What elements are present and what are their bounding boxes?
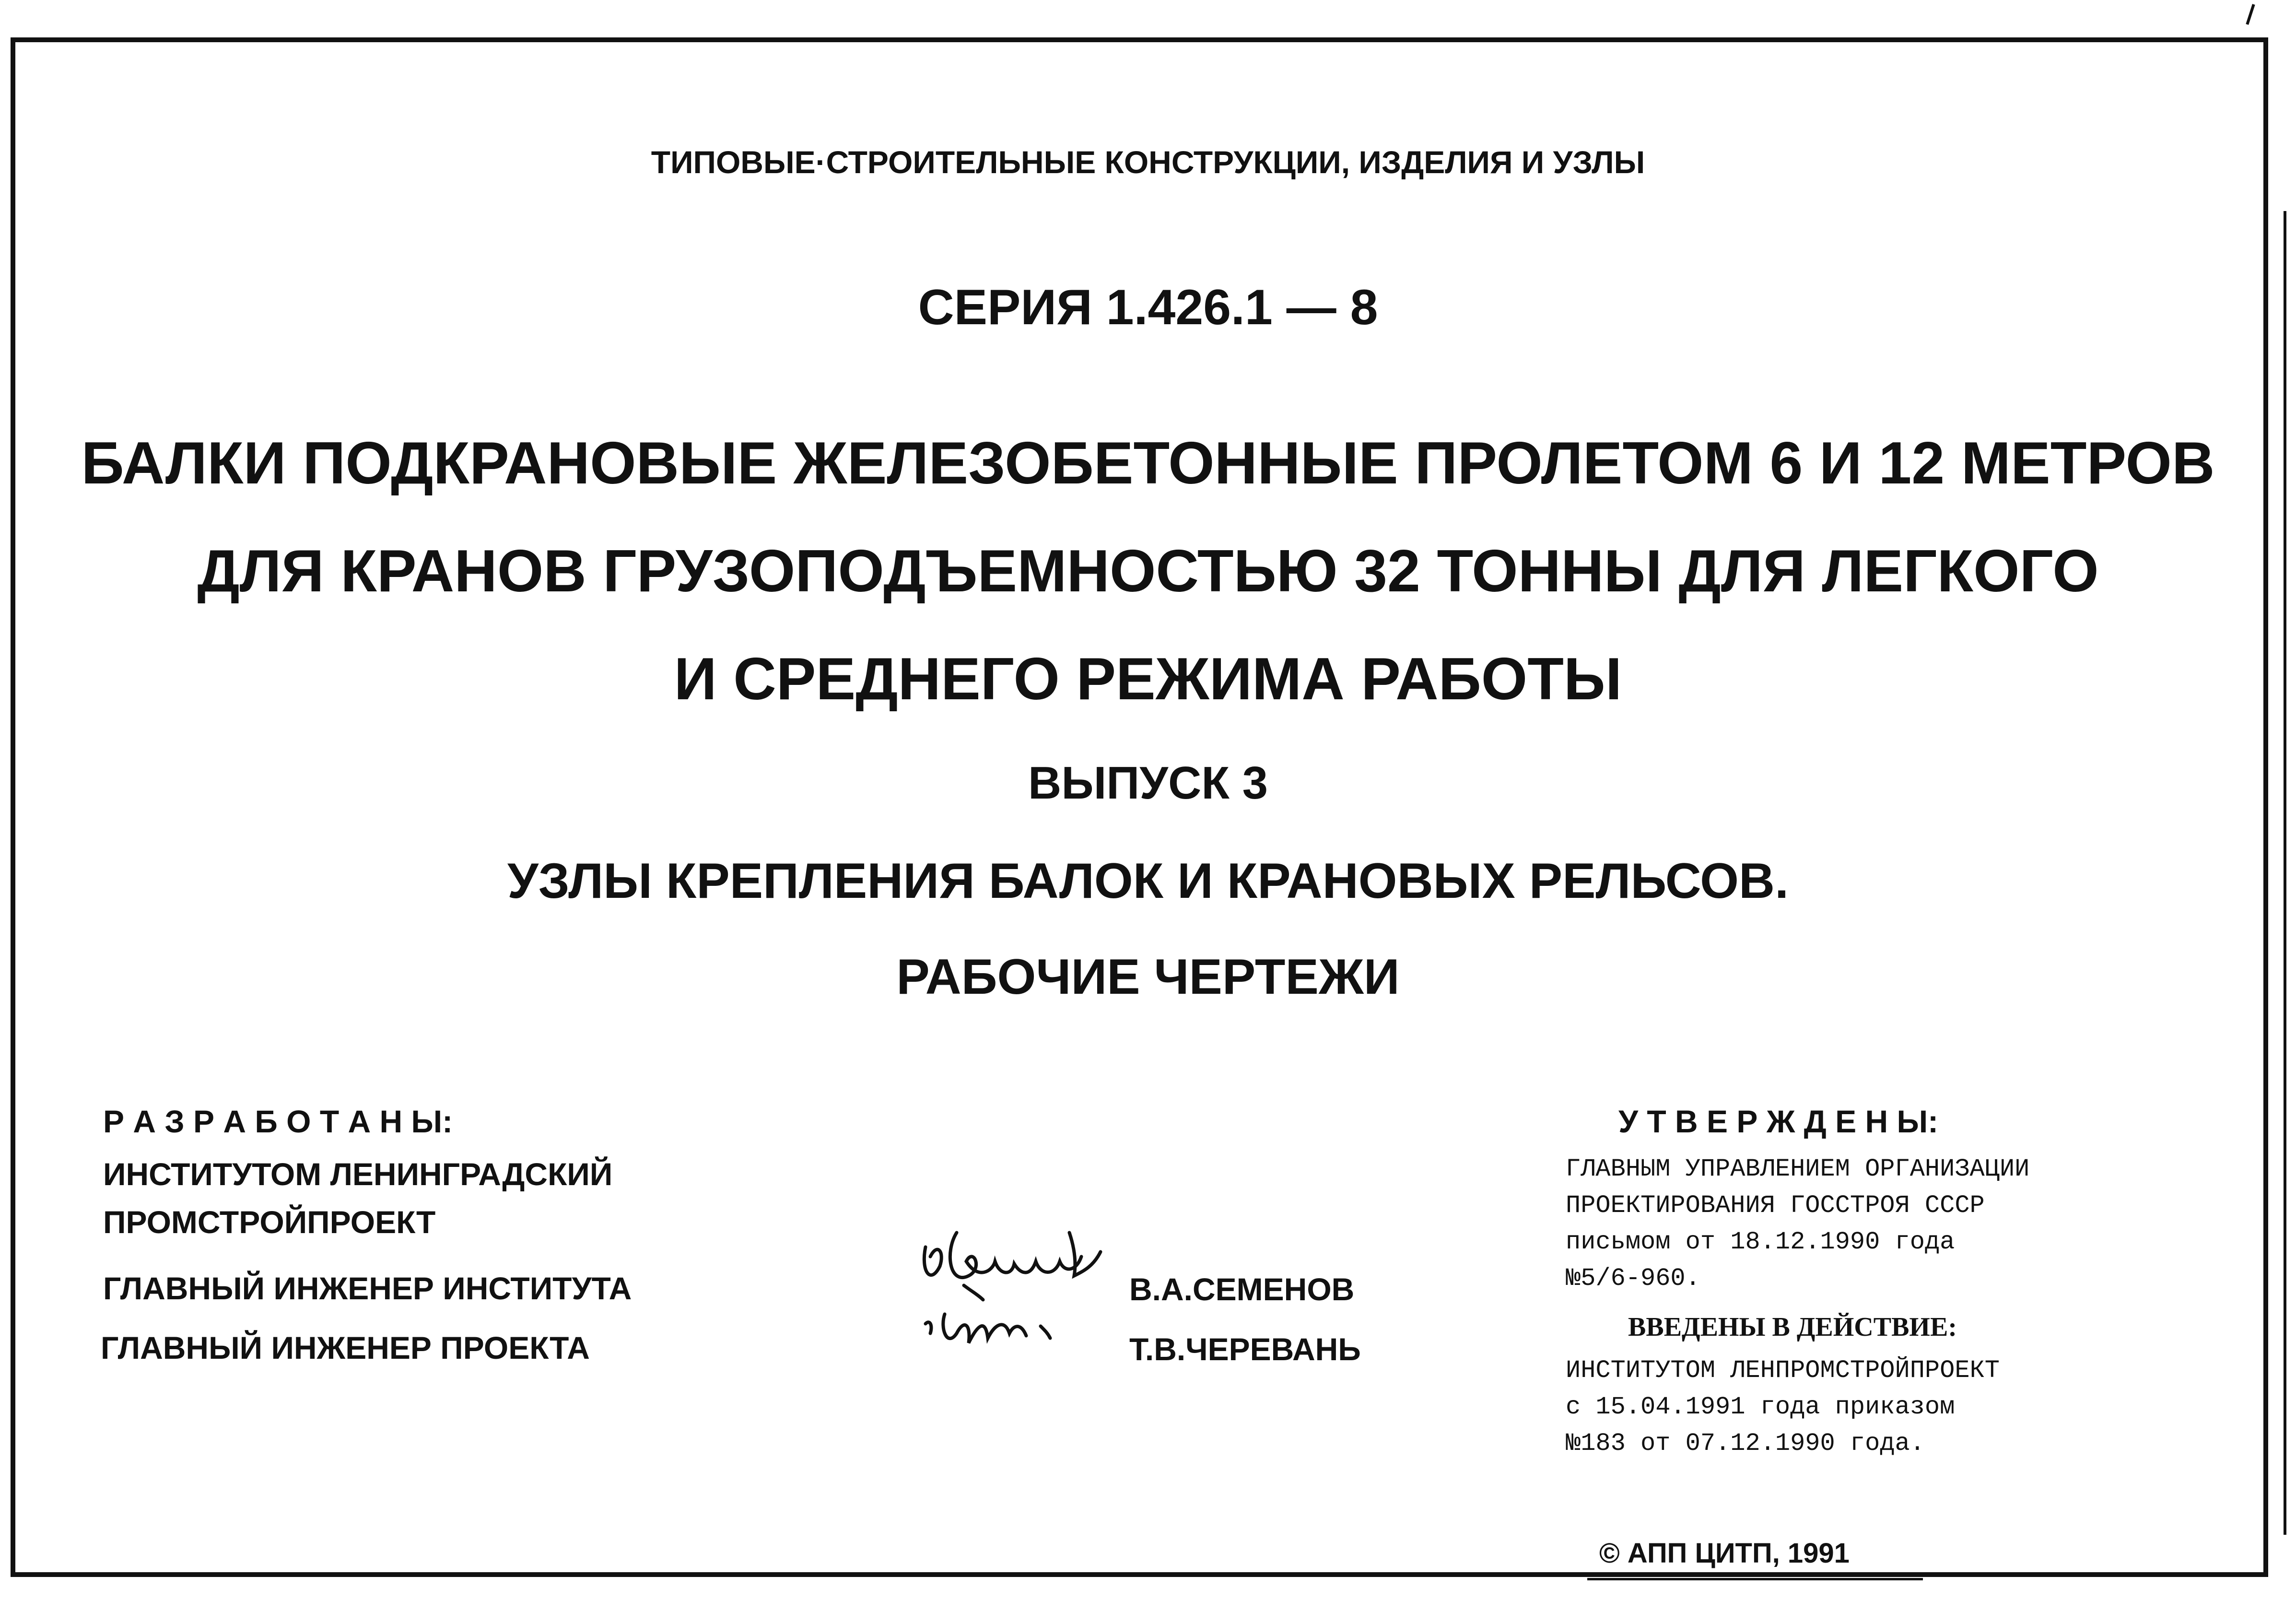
approval-line: письмом от 18.12.1990 года [1566,1228,1955,1256]
approved-heading: У Т В Е Р Ж Д Е Н Ы: [1618,1104,1939,1139]
enactment-line: №183 от 07.12.1990 года. [1566,1429,1925,1458]
copyright-notice: © АПП ЦИТП, 1991 [1599,1538,1850,1569]
issue-subtitle: УЗЛЫ КРЕПЛЕНИЯ БАЛОК И КРАНОВЫХ РЕЛЬСОВ. [507,853,1789,909]
signature-cherevan [925,1314,1050,1343]
developer-institute-line-2: ПРОМСТРОЙПРОЕКТ [103,1204,436,1240]
issue-number: ВЫПУСК 3 [1028,757,1268,809]
title-line-3: И СРЕДНЕГО РЕЖИМА РАБОТЫ [674,646,1622,712]
category-header: ТИПОВЫЕ·СТРОИТЕЛЬНЫЕ КОНСТРУКЦИИ, ИЗДЕЛИЯ И УЗЛЫ [651,144,1645,180]
chief-engineer-institute-name: В.А.СЕМЕНОВ [1129,1271,1355,1307]
developer-institute-line-1: ИНСТИТУТОМ ЛЕНИНГРАДСКИЙ [103,1156,613,1192]
developed-heading: Р А З Р А Б О Т А Н Ы: [103,1104,453,1139]
chief-engineer-project-label: ГЛАВНЫЙ ИНЖЕНЕР ПРОЕКТА [101,1330,590,1365]
approval-line: ПРОЕКТИРОВАНИЯ ГОССТРОЯ СССР [1566,1191,1985,1220]
chief-engineer-institute-label: ГЛАВНЫЙ ИНЖЕНЕР ИНСТИТУТА [103,1271,632,1306]
title-line-2: ДЛЯ КРАНОВ ГРУЗОПОДЪЕМНОСТЬЮ 32 ТОННЫ ДЛЯ ЛЕГКОГО [197,538,2099,604]
enactment-text [1566,1353,2000,1462]
approval-text [1566,1151,2029,1297]
corner-mark [2246,4,2255,25]
series-number: СЕРИЯ 1.426.1 — 8 [918,280,1378,335]
approval-line: ГЛАВНЫМ УПРАВЛЕНИЕМ ОРГАНИЗАЦИИ [1566,1155,2030,1183]
working-drawings-label: РАБОЧИЕ ЧЕРТЕЖИ [896,949,1400,1005]
signatures [911,1204,1122,1367]
chief-engineer-project-name: Т.В.ЧЕРЕВАНЬ [1129,1331,1361,1367]
signature-semenov [924,1233,1101,1300]
enacted-heading: ВВЕДЕНЫ В ДЕЙСТВИЕ: [1628,1312,1957,1342]
enactment-line: ИНСТИТУТОМ ЛЕНПРОМСТРОЙПРОЕКТ [1566,1356,2000,1385]
title-line-1: БАЛКИ ПОДКРАНОВЫЕ ЖЕЛЕЗОБЕТОННЫЕ ПРОЛЕТОМ 6 И 12 МЕТРОВ [81,430,2215,496]
approval-line: №5/6-960. [1566,1264,1700,1293]
copyright-underline [1587,1578,1923,1580]
enactment-line: с 15.04.1991 года приказом [1566,1393,1955,1421]
